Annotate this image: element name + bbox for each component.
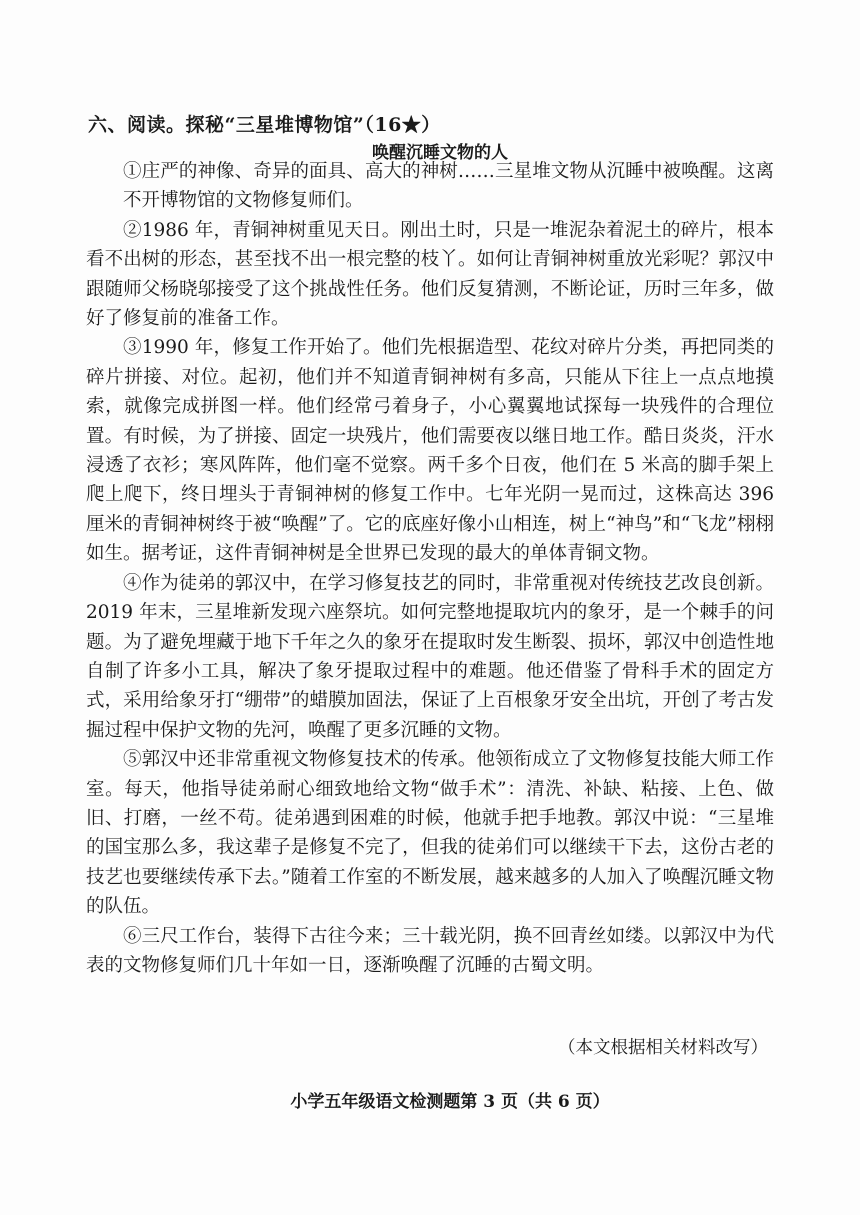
paragraph-4: ④作为徒弟的郭汉中，在学习修复技艺的同时，非常重视对传统技艺改良创新。2019 年末，三星堆新发现六座祭坑。如何完整地提取坑内的象牙，是一个棘手的问题。为了避免埋藏于地下千年之久的象牙在提取时发生断裂、损坏，郭汉中创造性地自制了许多小工具，解决了象牙提取过程中的难题。他还借鉴了骨科手术的固定方式，采用给象牙打“绷带”的蜡膜加固法，保证了上百根象牙安全出坑，开创了考古发掘过程中保护文物的先河，唤醒了更多沉睡的文物。 (86, 572, 774, 741)
section-heading: 六、阅读。探秘“三星堆博物馆”（16★） (88, 114, 441, 136)
paragraph-5: ⑤郭汉中还非常重视文物修复技术的传承。他领衔成立了文物修复技能大师工作室。每天，他指导徒弟耐心细致地给文物“做手术”：清洗、补缺、粘接、上色、做旧、打磨，一丝不苟。徒弟遇到困难的时候，他就手把手地教。郭汉中说：“三星堆的国宝那么多，我这辈子是修复不完了，但我的徒弟们可以继续干下去，这份古老的技艺也要继续传承下去。”随着工作室的不断发展，越来越多的人加入了唤醒沉睡文物的队伍。 (86, 749, 774, 918)
paragraph-2: ②1986 年，青铜神树重见天日。刚出土时，只是一堆泥杂着泥土的碎片，根本看不出树的形态，甚至找不出一根完整的枝丫。如何让青铜神树重放光彩呢？郭汉中跟随师父杨晓邬接受了这个挑战性任务。他们反复猜测，不断论证，历时三年多，做好了修复前的准备工作。 (86, 219, 774, 330)
paragraph-1: ①庄严的神像、奇异的面具、高大的神树……三星堆文物从沉睡中被唤醒。这离不开博物馆的文物修复师们。 (123, 161, 774, 212)
article-body (86, 157, 774, 980)
article-title: 唤醒沉睡文物的人 (372, 143, 508, 163)
source-note: （本文根据相关材料改写） (558, 1038, 768, 1058)
paragraph-6: ⑥三尺工作台，装得下古往今来；三十载光阴，换不回青丝如缕。以郭汉中为代表的文物修复师们几十年如一日，逐渐唤醒了沉睡的古蜀文明。 (86, 925, 774, 976)
paragraph-3: ③1990 年，修复工作开始了。他们先根据造型、花纹对碎片分类，再把同类的碎片拼接、对位。起初，他们并不知道青铜神树有多高，只能从下往上一点点地摸索，就像完成拼图一样。他们经常弓着身子，小心翼翼地试探每一块残件的合理位置。有时候，为了拼接、固定一块残片，他们需要夜以继日地工作。酷日炎炎，汗水浸透了衣衫；寒风阵阵，他们毫不觉察。两千多个日夜，他们在 5 米高的脚手架上爬上爬下，终日埋头于青铜神树的修复工作中。七年光阴一晃而过，这株高达 396 厘米的青铜神树终于被“唤醒”了。它的底座好像小山相连，树上“神鸟”和“飞龙”栩栩如生。据考证，这件青铜神树是全世界已发现的最大的单体青铜文物。 (86, 337, 774, 565)
page-footer: 小学五年级语文检测题第 3 页（共 6 页） (290, 1092, 610, 1112)
